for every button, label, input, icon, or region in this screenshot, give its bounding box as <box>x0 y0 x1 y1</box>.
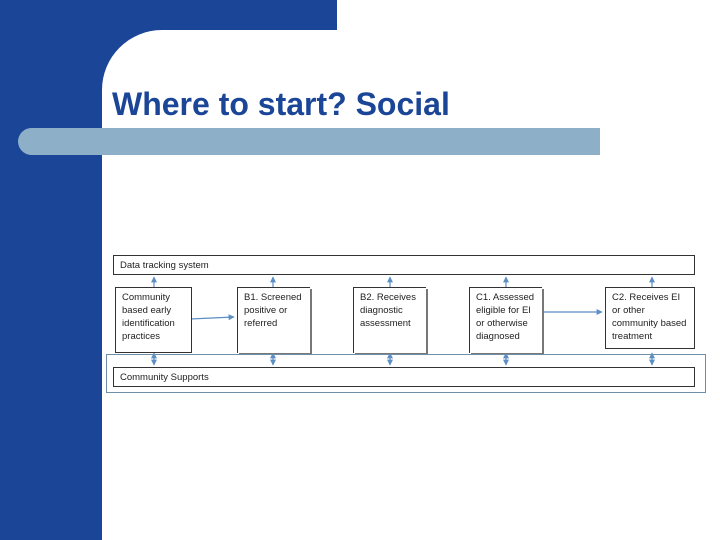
arrow-right-1 <box>190 317 234 319</box>
stage-c1-eligible: C1. Assessed eligible for EI or otherwise diagnosed <box>469 287 542 353</box>
stage-community-identification: Community based early identification practices <box>115 287 192 353</box>
flow-diagram <box>106 247 706 397</box>
stage-b2-diagnostic: B2. Receives diagnostic assessment <box>353 287 426 353</box>
title-underline-bar <box>18 128 600 155</box>
community-supports-bar: Community Supports <box>113 367 695 387</box>
data-tracking-bar: Data tracking system <box>113 255 695 275</box>
stage-c2-treatment: C2. Receives EI or other community based treatment <box>605 287 695 349</box>
decor-curve <box>102 30 337 140</box>
stage-b1-screened: B1. Screened positive or referred <box>237 287 310 353</box>
slide-title: Where to start? Social <box>112 86 450 122</box>
